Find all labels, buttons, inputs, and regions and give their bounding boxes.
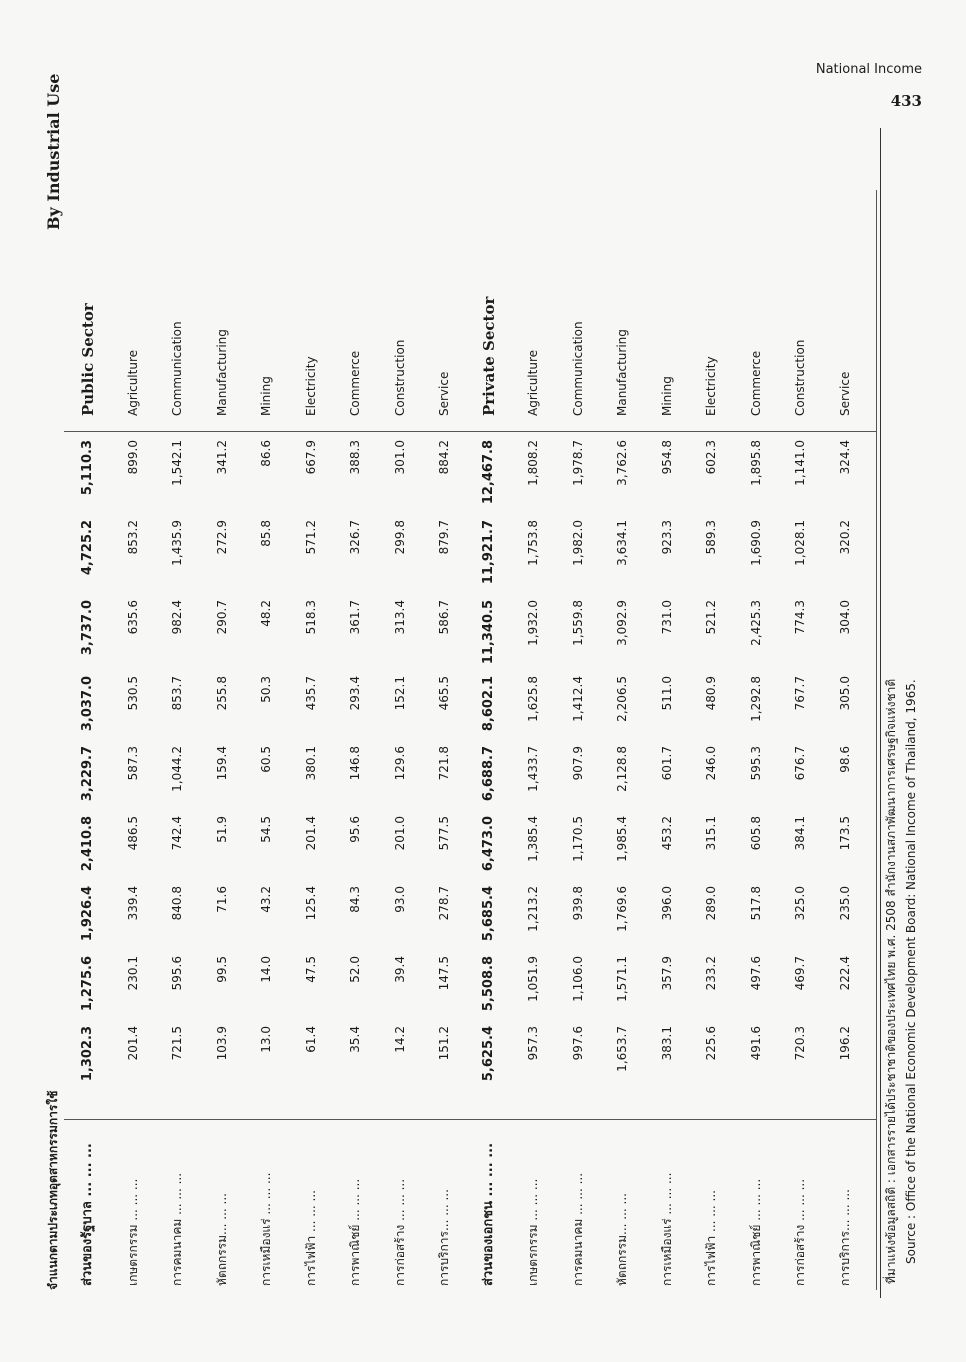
value-cell: 48.2 — [259, 600, 273, 627]
value-cell: 152.1 — [392, 676, 407, 711]
row-thai-label: การบริการ... ... ... — [437, 1189, 451, 1286]
row-thai-label: หัตถกรรม... ... ... — [214, 1193, 229, 1286]
value-cell: 1,926.4 — [80, 886, 95, 942]
value-cell: 602.3 — [704, 440, 718, 475]
value-cell: 255.8 — [214, 676, 229, 711]
value-cell: 1,292.8 — [748, 676, 763, 722]
value-cell: 272.9 — [214, 520, 229, 555]
value-cell: 98.6 — [837, 746, 852, 773]
value-cell: 497.6 — [748, 956, 763, 991]
value-cell: 201.4 — [303, 816, 318, 851]
value-cell: 341.2 — [214, 440, 229, 475]
value-cell: 222.4 — [837, 956, 852, 991]
value-cell: 605.8 — [748, 816, 763, 851]
value-cell: 313.4 — [392, 600, 407, 635]
row-english-label: Mining — [259, 376, 273, 416]
value-cell: 3,634.1 — [615, 520, 629, 566]
value-cell: 939.8 — [570, 886, 585, 921]
value-cell: 1,769.6 — [615, 886, 629, 932]
value-cell: 201.4 — [125, 1026, 140, 1061]
row-english-label: Manufacturing — [615, 329, 629, 416]
running-title: National Income — [815, 62, 922, 77]
value-cell: 1,808.2 — [526, 440, 540, 486]
value-cell: 299.8 — [392, 520, 407, 555]
value-cell: 774.3 — [793, 600, 807, 635]
value-cell: 491.6 — [748, 1026, 763, 1061]
value-cell: 320.2 — [837, 520, 852, 555]
value-cell: 357.9 — [659, 956, 674, 991]
value-cell: 35.4 — [348, 1026, 362, 1053]
value-cell: 884.2 — [437, 440, 451, 475]
value-cell: 14.0 — [259, 956, 273, 983]
value-cell: 315.1 — [704, 816, 718, 851]
value-cell: 1,141.0 — [793, 440, 807, 486]
value-cell: 324.4 — [837, 440, 852, 475]
value-cell: 530.5 — [125, 676, 140, 711]
value-cell: 957.3 — [526, 1026, 540, 1061]
value-cell: 60.5 — [259, 746, 273, 773]
value-cell: 129.6 — [392, 746, 407, 781]
value-cell: 235.0 — [837, 886, 852, 921]
value-cell: 2,206.5 — [615, 676, 629, 722]
value-cell: 907.9 — [570, 746, 585, 781]
value-cell: 1,895.8 — [748, 440, 763, 486]
value-cell: 595.3 — [748, 746, 763, 781]
row-english-label: Electricity — [303, 356, 318, 416]
value-cell: 853.7 — [170, 676, 184, 711]
row-english-label: Electricity — [704, 356, 718, 416]
value-cell: 469.7 — [793, 956, 807, 991]
value-cell: 196.2 — [837, 1026, 852, 1061]
bottom-rule — [876, 190, 877, 1290]
column-rule — [64, 1119, 876, 1120]
value-cell: 1,028.1 — [793, 520, 807, 566]
value-cell: 50.3 — [259, 676, 273, 703]
value-cell: 173.5 — [837, 816, 852, 851]
value-cell: 899.0 — [125, 440, 140, 475]
value-cell: 43.2 — [259, 886, 273, 913]
value-cell: 1,385.4 — [526, 816, 540, 862]
value-cell: 1,571.1 — [615, 956, 629, 1002]
value-cell: 225.6 — [704, 1026, 718, 1061]
value-cell: 39.4 — [392, 956, 407, 983]
row-thai-label: การไฟฟ้า ... ... ... — [303, 1190, 318, 1286]
value-cell: 3,037.0 — [80, 676, 95, 732]
value-cell: 1,978.7 — [570, 440, 585, 486]
value-cell: 2,410.8 — [80, 816, 95, 872]
value-cell: 721.8 — [437, 746, 451, 781]
value-cell: 84.3 — [348, 886, 362, 913]
row-thai-label: การไฟฟ้า ... ... ... — [704, 1190, 718, 1286]
value-cell: 201.0 — [392, 816, 407, 851]
value-cell: 571.2 — [303, 520, 318, 555]
value-cell: 1,559.8 — [570, 600, 585, 646]
column-rule — [64, 431, 876, 432]
value-cell: 12,467.8 — [480, 440, 496, 505]
value-cell: 1,433.7 — [526, 746, 540, 792]
value-cell: 465.5 — [437, 676, 451, 711]
value-cell: 103.9 — [214, 1026, 229, 1061]
row-english-label: Communication — [170, 321, 184, 416]
value-cell: 954.8 — [659, 440, 674, 475]
value-cell: 1,275.6 — [80, 956, 95, 1012]
value-cell: 54.5 — [259, 816, 273, 843]
row-thai-label: การก่อสร้าง ... ... ... — [392, 1178, 407, 1286]
value-cell: 635.6 — [125, 600, 140, 635]
value-cell: 1,106.0 — [570, 956, 585, 1002]
value-cell: 246.0 — [704, 746, 718, 781]
value-cell: 278.7 — [437, 886, 451, 921]
value-cell: 8,602.1 — [480, 676, 496, 732]
value-cell: 61.4 — [303, 1026, 318, 1053]
value-cell: 71.6 — [214, 886, 229, 913]
value-cell: 2,128.8 — [615, 746, 629, 792]
value-cell: 293.4 — [348, 676, 362, 711]
row-english-label: Private Sector — [479, 296, 498, 416]
value-cell: 396.0 — [659, 886, 674, 921]
value-cell: 521.2 — [704, 600, 718, 635]
value-cell: 586.7 — [437, 600, 451, 635]
value-cell: 511.0 — [659, 676, 674, 711]
value-cell: 5,625.4 — [480, 1026, 496, 1082]
value-cell: 1,542.1 — [170, 440, 184, 486]
value-cell: 923.3 — [659, 520, 674, 555]
value-cell: 361.7 — [348, 600, 362, 635]
value-cell: 982.4 — [170, 600, 184, 635]
row-english-label: Service — [437, 371, 451, 416]
row-english-label: Commerce — [748, 350, 763, 416]
row-thai-label: การคมนาคม ... ... ... — [570, 1172, 585, 1286]
value-cell: 879.7 — [437, 520, 451, 555]
row-english-label: Agriculture — [526, 350, 540, 416]
value-cell: 95.6 — [348, 816, 362, 843]
value-cell: 290.7 — [214, 600, 229, 635]
value-cell: 840.8 — [170, 886, 184, 921]
value-cell: 326.7 — [348, 520, 362, 555]
value-cell: 6,688.7 — [480, 746, 496, 802]
value-cell: 435.7 — [303, 676, 318, 711]
value-cell: 720.3 — [793, 1026, 807, 1061]
value-cell: 589.3 — [704, 520, 718, 555]
value-cell: 13.0 — [259, 1026, 273, 1053]
value-cell: 1,302.3 — [80, 1026, 95, 1082]
row-thai-label: การพาณิชย์ ... ... ... — [748, 1178, 763, 1286]
value-cell: 339.4 — [125, 886, 140, 921]
value-cell: 301.0 — [392, 440, 407, 475]
value-cell: 480.9 — [704, 676, 718, 711]
value-cell: 125.4 — [303, 886, 318, 921]
value-cell: 767.7 — [793, 676, 807, 711]
value-cell: 601.7 — [659, 746, 674, 781]
value-cell: 5,508.8 — [480, 956, 496, 1012]
value-cell: 453.2 — [659, 816, 674, 851]
value-cell: 52.0 — [348, 956, 362, 983]
row-english-label: Mining — [659, 376, 674, 416]
value-cell: 233.2 — [704, 956, 718, 991]
row-thai-label: การพาณิชย์ ... ... ... — [348, 1178, 362, 1286]
value-cell: 676.7 — [793, 746, 807, 781]
value-cell: 289.0 — [704, 886, 718, 921]
value-cell: 1,985.4 — [615, 816, 629, 862]
row-english-label: Construction — [793, 339, 807, 416]
value-cell: 3,762.6 — [615, 440, 629, 486]
value-cell: 5,685.4 — [480, 886, 496, 942]
value-cell: 667.9 — [303, 440, 318, 475]
value-cell: 147.5 — [437, 956, 451, 991]
value-cell: 721.5 — [170, 1026, 184, 1061]
value-cell: 1,044.2 — [170, 746, 184, 792]
value-cell: 388.3 — [348, 440, 362, 475]
value-cell: 1,435.9 — [170, 520, 184, 566]
value-cell: 11,921.7 — [480, 520, 496, 585]
value-cell: 3,092.9 — [615, 600, 629, 646]
value-cell: 1,170.5 — [570, 816, 585, 862]
value-cell: 85.8 — [259, 520, 273, 547]
value-cell: 86.6 — [259, 440, 273, 467]
value-cell: 517.8 — [748, 886, 763, 921]
thai-table-heading: จำแนกตามประเภทอุตสาหกรรมการใช้ — [46, 1090, 60, 1290]
value-cell: 230.1 — [125, 956, 140, 991]
value-cell: 380.1 — [303, 746, 318, 781]
value-cell: 3,229.7 — [80, 746, 95, 802]
value-cell: 93.0 — [392, 886, 407, 913]
row-thai-label: การบริการ... ... ... — [837, 1189, 852, 1286]
value-cell: 1,653.7 — [615, 1026, 629, 1072]
value-cell: 5,110.3 — [80, 440, 95, 496]
value-cell: 304.0 — [837, 600, 852, 635]
row-thai-label: ส่วนของรัฐบาล ... ... ... — [80, 1143, 95, 1286]
value-cell: 1,932.0 — [526, 600, 540, 646]
rotated-table — [44, 60, 944, 1290]
value-cell: 6,473.0 — [480, 816, 496, 872]
value-cell: 1,982.0 — [570, 520, 585, 566]
row-thai-label: การก่อสร้าง ... ... ... — [793, 1178, 807, 1286]
row-english-label: Agriculture — [125, 350, 140, 416]
row-english-label: Service — [837, 371, 852, 416]
value-cell: 997.6 — [570, 1026, 585, 1061]
value-cell: 1,753.8 — [526, 520, 540, 566]
value-cell: 384.1 — [793, 816, 807, 851]
page-number: 433 — [890, 92, 922, 110]
value-cell: 146.8 — [348, 746, 362, 781]
value-cell: 731.0 — [659, 600, 674, 635]
value-cell: 587.3 — [125, 746, 140, 781]
row-english-label: Construction — [392, 339, 407, 416]
value-cell: 1,213.2 — [526, 886, 540, 932]
row-thai-label: เกษตรกรรม ... ... ... — [526, 1178, 540, 1286]
value-cell: 595.6 — [170, 956, 184, 991]
value-cell: 1,690.9 — [748, 520, 763, 566]
value-cell: 51.9 — [214, 816, 229, 843]
row-thai-label: การเหมืองแร่ ... ... ... — [259, 1172, 273, 1286]
value-cell: 742.4 — [170, 816, 184, 851]
row-english-label: Communication — [570, 321, 585, 416]
english-table-heading: By Industrial Use — [44, 73, 63, 230]
source-thai: ที่มาแห่งข้อมูลสถิติ : เอกสารรายได้ประชาชาติของประเทศไทย พ.ศ. 2508 สำนักงานสภาพัฒนาการเศรษฐกิจแห่งชาติ — [884, 678, 898, 1284]
value-cell: 325.0 — [793, 886, 807, 921]
value-cell: 99.5 — [214, 956, 229, 983]
row-english-label: Commerce — [348, 350, 362, 416]
value-cell: 4,725.2 — [80, 520, 95, 576]
value-cell: 3,737.0 — [80, 600, 95, 656]
value-cell: 486.5 — [125, 816, 140, 851]
value-cell: 305.0 — [837, 676, 852, 711]
row-thai-label: ส่วนของเอกชน ... ... ... — [480, 1142, 496, 1286]
value-cell: 11,340.5 — [480, 600, 496, 665]
value-cell: 577.5 — [437, 816, 451, 851]
source-english: Source : Office of the National Economic Development Board: National Income of Thailand, 1965. — [904, 679, 918, 1264]
value-cell: 47.5 — [303, 956, 318, 983]
value-cell: 14.2 — [392, 1026, 407, 1053]
value-cell: 853.2 — [125, 520, 140, 555]
row-english-label: Manufacturing — [214, 329, 229, 416]
value-cell: 159.4 — [214, 746, 229, 781]
value-cell: 151.2 — [437, 1026, 451, 1061]
row-thai-label: การเหมืองแร่ ... ... ... — [659, 1172, 674, 1286]
value-cell: 1,051.9 — [526, 956, 540, 1002]
value-cell: 2,425.3 — [748, 600, 763, 646]
row-thai-label: เกษตรกรรม ... ... ... — [125, 1178, 140, 1286]
row-thai-label: หัตถกรรม... ... ... — [615, 1193, 629, 1286]
row-english-label: Public Sector — [79, 303, 97, 416]
row-thai-label: การคมนาคม ... ... ... — [170, 1172, 184, 1286]
value-cell: 1,412.4 — [570, 676, 585, 722]
value-cell: 518.3 — [303, 600, 318, 635]
value-cell: 1,625.8 — [526, 676, 540, 722]
value-cell: 383.1 — [659, 1026, 674, 1061]
